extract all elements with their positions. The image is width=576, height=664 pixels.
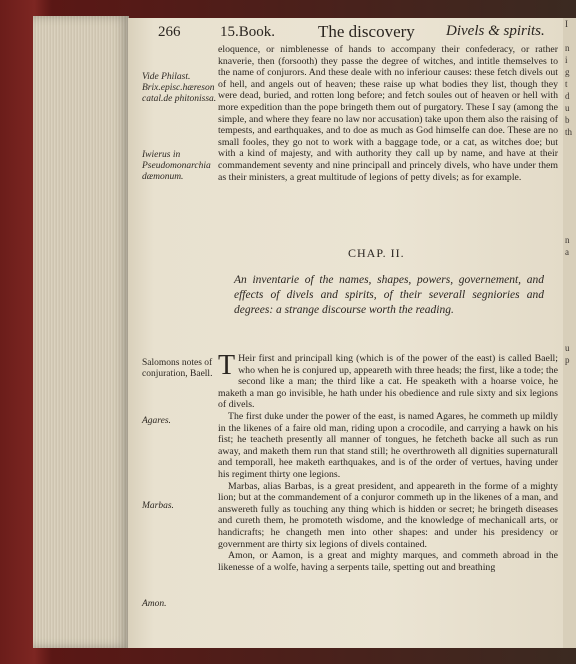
page-edges [33, 16, 129, 648]
margin-note-philast: Vide Philast. Brix.episc.hæreson catal.de phitonissa. [142, 72, 217, 104]
facing-page-letter [563, 222, 576, 234]
facing-page-letter [563, 30, 576, 42]
facing-page-letter [563, 198, 576, 210]
facing-page-letter [563, 318, 576, 330]
facing-page-letter: u [565, 103, 570, 113]
facing-page-letter [563, 378, 576, 390]
facing-page-letter [563, 330, 576, 342]
facing-page-letter: d [565, 91, 570, 101]
facing-page-letter [563, 150, 576, 162]
facing-page-letter: t [565, 79, 568, 89]
paragraph-marbas: Marbas, alias Barbas, is a great president, and appeareth in the forme of a mighty lion; but at the commandement of a conjuror commeth up in the likenes of a man, and answereth fully as touching any thing which is hidden or secret; he bringeth diseases and cureth them, he promoteth wisdome, and the knowledge of mechanicall arts, or handicrafts; he changeth men into other shapes: and under his presidency or government are thirty six legions of divels contained. [218, 480, 558, 550]
facing-page-letter: I [565, 19, 568, 29]
facing-page-letter [563, 186, 576, 198]
paragraph-amon: Amon, or Aamon, is a great and mighty marques, and commeth abroad in the likenesse of a wolfe, having a serpents taile, spetting out and breathing [218, 550, 558, 573]
facing-page-letter: b [565, 115, 570, 125]
paragraph-agares: The first duke under the power of the east, is named Agares, he commeth up mildly in the likenes of a faire old man, riding upon a crocodile, and carrying a hawk on his fist; he teacheth presently all manner of tongues, he fetcheth backe all such as run away, and maketh them run that stand still; he overthroweth all dignities supernaturall and temporall, hee maketh earthquakes, and is of the order of vertues, having under his regiment thirty one legions. [218, 410, 558, 480]
facing-page-letter [563, 210, 576, 222]
facing-page-letter [563, 366, 576, 378]
facing-page-letter: n [565, 235, 570, 245]
facing-page-letter: n [565, 43, 570, 53]
facing-page-letter: p [565, 355, 570, 365]
book-page [128, 18, 563, 648]
paragraph-conjurors: eloquence, or nimblenesse of hands to accompany their confederacy, or rather knaverie, then (forsooth) they passe the degree of witches, and intitle themselves to the name of conjurors. And these deale with no inferiour causes: these fetch divels out of hell, and angels out of heaven; these raise up what bodies they list, though they were dead, buried, and rotten long before; and fetch soules out of heaven or hell with more expedition than the pope bringeth them out of purgatory. These I say (among the simple, and where they feare no law nor accusation) take upon them also the raising of tempests, and earthquakes, and to doe as much as God himselfe can doe. These are no small fooles, they go not to work with a baggage tode, or a cat, as witches doe; but with a kind of majesty, and with authority they call up by name, and have at their commandement seventy and nine principall and princely divels, who have under them as their ministers, a great multitude of legions of petty divels; as for example. [218, 44, 558, 183]
facing-page-letter [563, 294, 576, 306]
margin-note-iwierus: Iwierus in Pseudomonarchia dæmonum. [142, 150, 211, 182]
chapter-subtitle: An inventarie of the names, shapes, powers, governement, and effects of divels and spirits, of their severall segniories and degrees: a strange discourse worth the reading. [234, 274, 544, 316]
margin-note-amon: Amon. [142, 599, 167, 609]
facing-page-edge [563, 18, 576, 648]
running-header [128, 22, 563, 42]
margin-note-salomon: Salomons notes of conjuration, Baell. [142, 358, 213, 379]
facing-page-letter [563, 174, 576, 186]
facing-page-letter [563, 270, 576, 282]
facing-page-letter [563, 258, 576, 270]
facing-page-letter: g [565, 67, 570, 77]
drop-cap: T [218, 350, 236, 381]
margin-note-agares: Agares. [142, 416, 171, 426]
page-title: The discovery [318, 22, 415, 41]
paragraph-baell [218, 350, 558, 411]
body-text-top [218, 44, 558, 183]
facing-page-letter: u [565, 343, 570, 353]
book-label: 15.Book. [220, 24, 276, 40]
facing-page-letter: a [565, 247, 569, 257]
baell-text: Heir first and principall king (which is of the power of the east) is called Baell; who when he is conjured up, appeareth with three heads; the first, like a tode; the second like a man; the third like a cat. He speaketh with a hoarse voice, he maketh a man go invisible, he hath under his obedience and rule sixty and six legions of divels. [218, 353, 558, 411]
running-title: Divels & spirits. [446, 23, 545, 39]
facing-page-letter [563, 138, 576, 150]
facing-page-letter [563, 306, 576, 318]
page-number: 266 [158, 24, 181, 40]
facing-page-letter: i [565, 55, 568, 65]
facing-page-letter [563, 282, 576, 294]
margin-note-marbas: Marbas. [142, 501, 174, 511]
facing-page-letter: th [565, 127, 573, 137]
body-text-lower [218, 350, 558, 573]
chapter-heading: CHAP. II. [348, 246, 405, 260]
facing-page-letter [563, 162, 576, 174]
